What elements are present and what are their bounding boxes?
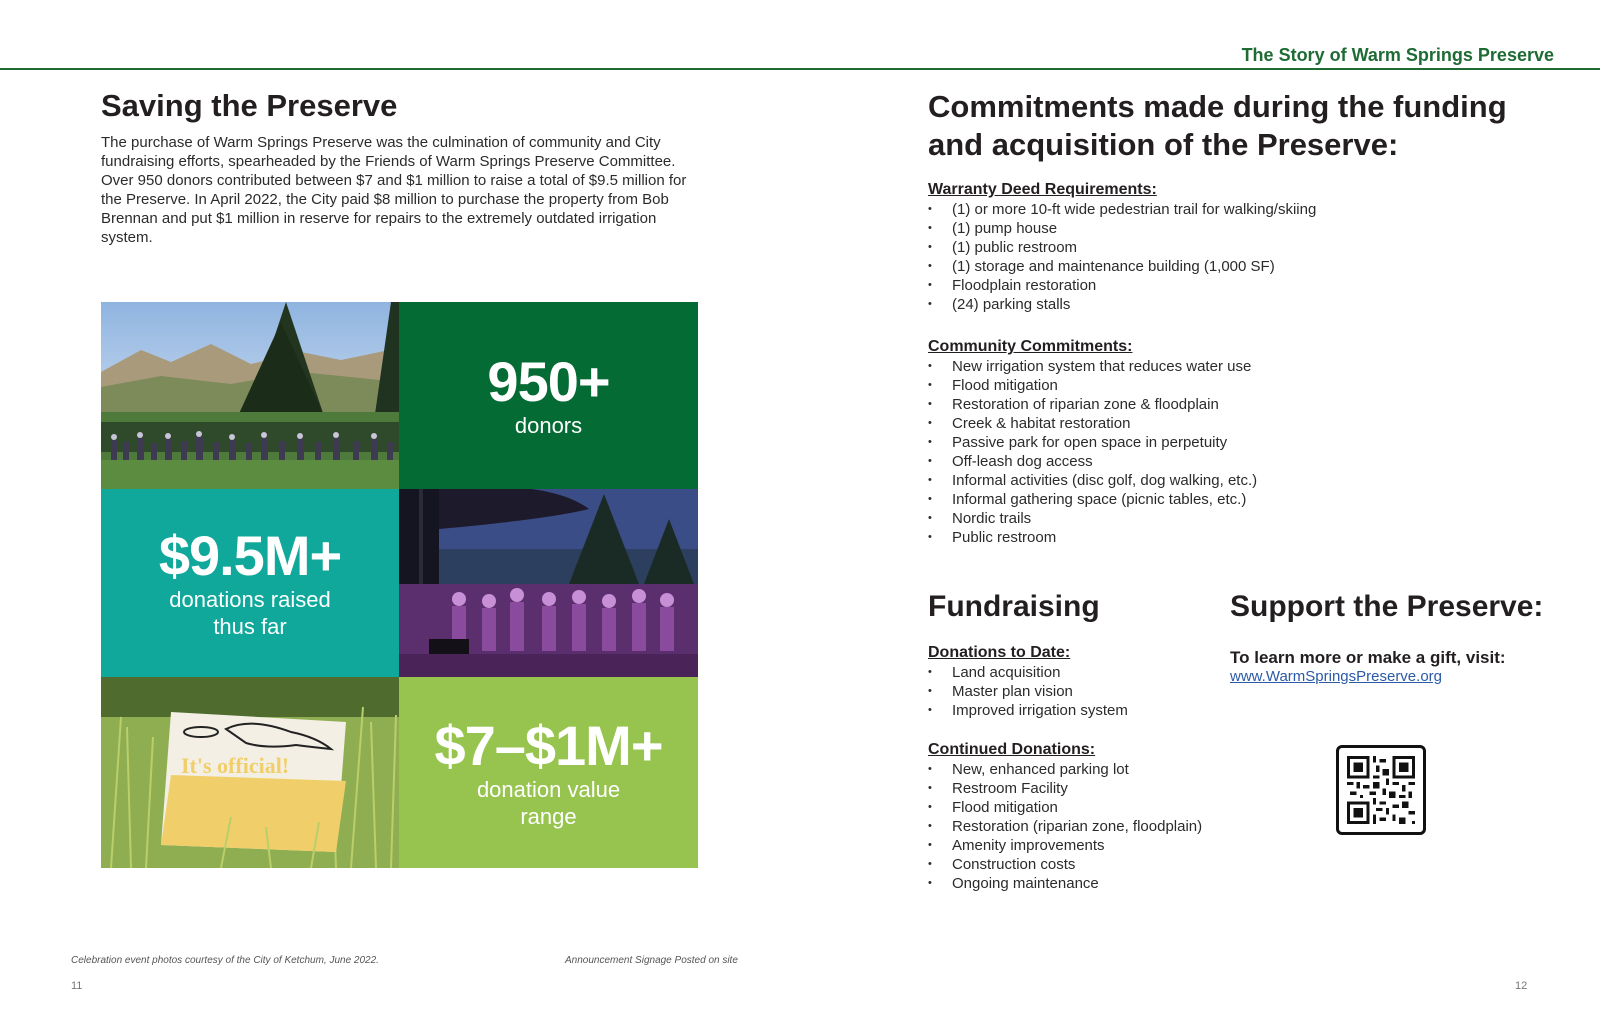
header-rule [0, 68, 1600, 70]
list-item: • (1) storage and maintenance building (1,000 SF) [928, 257, 1316, 276]
list-item: • (1) or more 10-ft wide pedestrian trail for walking/skiing [928, 200, 1316, 219]
list-item: • Off-leash dog access [928, 452, 1257, 471]
stat-range-value: $7–$1M+ [434, 713, 663, 777]
page-number-right: 12 [1515, 980, 1528, 992]
list-item: • Restroom Facility [928, 779, 1202, 798]
list-item: • Nordic trails [928, 509, 1257, 528]
fundraising-title: Fundraising [928, 590, 1100, 623]
continued-donations-heading: Continued Donations: [928, 741, 1096, 758]
support-lead: To learn more or make a gift, visit: [1230, 648, 1506, 667]
list-item: • Passive park for open space in perpetuity [928, 433, 1257, 452]
stat-raised-label-2: thus far [213, 614, 287, 639]
stat-range [399, 677, 698, 868]
crowd-on-lawn-photo [101, 302, 399, 489]
stat-donors-label: donors [514, 413, 583, 438]
list-item: • Master plan vision [928, 682, 1128, 701]
support-link[interactable]: www.WarmSpringsPreserve.org [1230, 668, 1442, 685]
warranty-list [928, 200, 1316, 314]
section-title-commitments: Commitments made during the funding and acquisition of the Preserve: [928, 89, 1507, 162]
warranty-section [928, 180, 1316, 314]
list-item: • Restoration (riparian zone, floodplain) [928, 817, 1202, 836]
donations-to-date-heading: Donations to Date: [928, 644, 1071, 661]
signage-in-grass-photo [101, 677, 399, 868]
stat-donors [399, 302, 698, 489]
continued-donations-list [928, 760, 1202, 893]
list-item: • New, enhanced parking lot [928, 760, 1202, 779]
list-item: • Floodplain restoration [928, 276, 1316, 295]
community-list [928, 357, 1257, 547]
stats-photo-grid [101, 302, 698, 868]
community-section [928, 337, 1257, 547]
header-title: The Story of Warm Springs Preserve [1241, 45, 1554, 65]
list-item: • Informal gathering space (picnic tables, etc.) [928, 490, 1257, 509]
support-title: Support the Preserve: [1230, 590, 1544, 623]
donations-to-date-section [928, 643, 1128, 720]
list-item: • Restoration of riparian zone & floodplain [928, 395, 1257, 414]
section-title-saving: Saving the Preserve [101, 88, 398, 123]
stat-raised-label-1: donations raised [169, 587, 331, 612]
list-item: • Land acquisition [928, 663, 1128, 682]
list-item: • Public restroom [928, 528, 1257, 547]
list-item: • New irrigation system that reduces water use [928, 357, 1257, 376]
signage-caption: Announcement Signage Posted on site [565, 955, 738, 966]
stat-raised [101, 489, 399, 677]
stat-donors-value: 950+ [487, 350, 610, 413]
sign-headline: It's official! [181, 753, 290, 778]
list-item: • (1) pump house [928, 219, 1316, 238]
list-item: • Improved irrigation system [928, 701, 1128, 720]
list-item: • Flood mitigation [928, 798, 1202, 817]
intro-paragraph: The purchase of Warm Springs Preserve was the culmination of community and City fundraising efforts, spearheaded by the Friends of Warm Springs Preserve Committee. Over 950 donors contributed between $7 and $1 million to raise a total of $9.5 million for the Preserve. In April 2022, the City paid $8 million to purchase the property from Bob Brennan and put $1 million in reserve for repairs to the extremely outdated irrigation system. [101, 134, 687, 246]
stat-range-label-2: range [520, 803, 577, 829]
continued-donations-section [928, 740, 1202, 893]
list-item: • (24) parking stalls [928, 295, 1316, 314]
community-heading: Community Commitments: [928, 338, 1133, 355]
list-item: • Ongoing maintenance [928, 874, 1202, 893]
warranty-heading: Warranty Deed Requirements: [928, 181, 1157, 198]
qr-code-icon[interactable] [1336, 745, 1426, 835]
list-item: • Informal activities (disc golf, dog walking, etc.) [928, 471, 1257, 490]
list-item: • (1) public restroom [928, 238, 1316, 257]
list-item: • Construction costs [928, 855, 1202, 874]
list-item: • Amenity improvements [928, 836, 1202, 855]
concert-stage-photo [399, 489, 698, 677]
list-item: • Flood mitigation [928, 376, 1257, 395]
list-item: • Creek & habitat restoration [928, 414, 1257, 433]
donations-to-date-list [928, 663, 1128, 720]
stat-raised-value: $9.5M+ [158, 524, 342, 587]
page-number-left: 11 [71, 980, 83, 992]
photo-caption: Celebration event photos courtesy of the City of Ketchum, June 2022. [71, 955, 379, 966]
stat-range-label-1: donation value [476, 776, 621, 802]
